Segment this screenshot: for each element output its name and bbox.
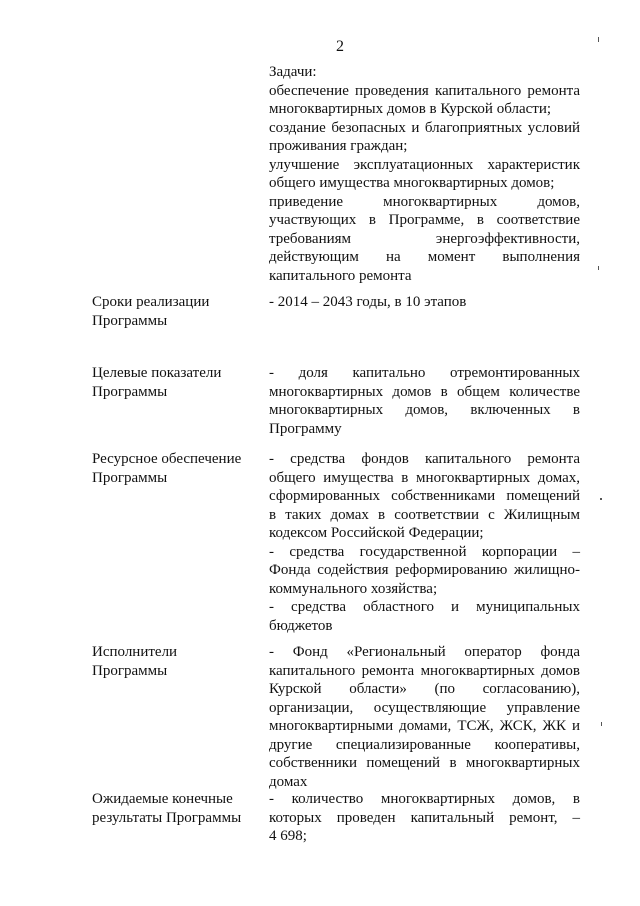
content-line: общего имущества в многоквартирных домах,	[269, 469, 580, 486]
label-line: Программы	[92, 312, 168, 329]
label-line: Исполнители	[92, 644, 178, 660]
row-content-targets	[269, 364, 580, 438]
label-line: Целевые показатели	[92, 365, 222, 381]
row-content-executors	[269, 643, 580, 791]
content-line: многоквартирных домов, включенных в	[269, 402, 580, 418]
content-line: - средства государственной корпорации –	[269, 543, 580, 560]
content-line: которых проведен капитальный ремонт, –	[269, 809, 580, 826]
row-label-executors	[92, 643, 262, 680]
tasks-line: создание безопасных и благоприятных условий	[269, 119, 580, 136]
label-line: Ресурсное обеспечение	[92, 451, 242, 467]
content-line: организации, осуществляющие управление	[269, 699, 580, 716]
tasks-block	[269, 63, 580, 285]
content-line: 4 698;	[269, 828, 307, 844]
scan-speck	[598, 37, 599, 42]
tasks-line: общего имущества многоквартирных домов;	[269, 175, 555, 191]
content-line: домах	[269, 773, 308, 790]
content-line: - средства областного и муниципальных	[269, 599, 580, 615]
page-number: 2	[336, 38, 344, 55]
tasks-line: улучшение эксплуатационных характеристик	[269, 156, 580, 173]
content-line: бюджетов	[269, 617, 333, 634]
content-line: кодексом Российской Федерации;	[269, 525, 484, 541]
tasks-line: проживания граждан;	[269, 138, 408, 154]
row-content-resources	[269, 450, 580, 635]
scan-speck	[598, 266, 599, 270]
content-line: собственники помещений в многоквартирных	[269, 755, 580, 771]
content-line: - количество многоквартирных домов, в	[269, 791, 580, 807]
scan-speck	[600, 498, 602, 500]
tasks-line: требованиям энергоэффективности,	[269, 230, 580, 247]
tasks-line: капитального ремонта	[269, 267, 412, 284]
content-line: - Фонд «Региональный оператор фонда	[269, 644, 580, 660]
row-label-targets	[92, 364, 262, 401]
content-line: Фонда содействия реформированию жилищно-	[269, 562, 580, 578]
tasks-line: приведение многоквартирных домов,	[269, 193, 580, 210]
label-line: Ожидаемые конечные	[92, 791, 233, 807]
row-label-resources	[92, 450, 262, 487]
content-line: - 2014 – 2043 годы, в 10 этапов	[269, 294, 467, 310]
label-line: Сроки реализации	[92, 294, 210, 310]
content-line: Курской области» (по согласованию),	[269, 681, 580, 697]
row-label-results	[92, 790, 262, 827]
content-line: - средства фондов капитального ремонта	[269, 451, 580, 467]
content-line: другие специализированные кооперативы,	[269, 736, 580, 753]
tasks-line: действующим на момент выполнения	[269, 249, 580, 265]
row-label-duration	[92, 293, 262, 330]
content-line: Программу	[269, 420, 342, 437]
label-line: Программы	[92, 469, 168, 486]
label-line: результаты Программы	[92, 809, 242, 826]
scan-speck	[601, 722, 602, 726]
tasks-heading: Задачи:	[269, 64, 317, 80]
content-line: - доля капитально отремонтированных	[269, 365, 580, 381]
tasks-line: обеспечение проведения капитального ремонта	[269, 82, 580, 99]
content-line: коммунального хозяйства;	[269, 580, 438, 597]
label-line: Программы	[92, 383, 168, 400]
row-content-duration	[269, 293, 580, 312]
content-line: капитального ремонта многоквартирных домов	[269, 662, 580, 679]
content-line: в таких домах в соответствии с Жилищным	[269, 506, 580, 523]
tasks-line: многоквартирных домов в Курской области;	[269, 101, 552, 117]
tasks-line: участвующих в Программе, в соответствие	[269, 212, 580, 228]
row-content-results	[269, 790, 580, 846]
content-line: сформированных собственниками помещений	[269, 488, 580, 504]
content-line: многоквартирными домами, ТСЖ, ЖСК, ЖК и	[269, 718, 580, 734]
label-line: Программы	[92, 662, 168, 679]
content-line: многоквартирных домов в общем количестве	[269, 383, 580, 400]
